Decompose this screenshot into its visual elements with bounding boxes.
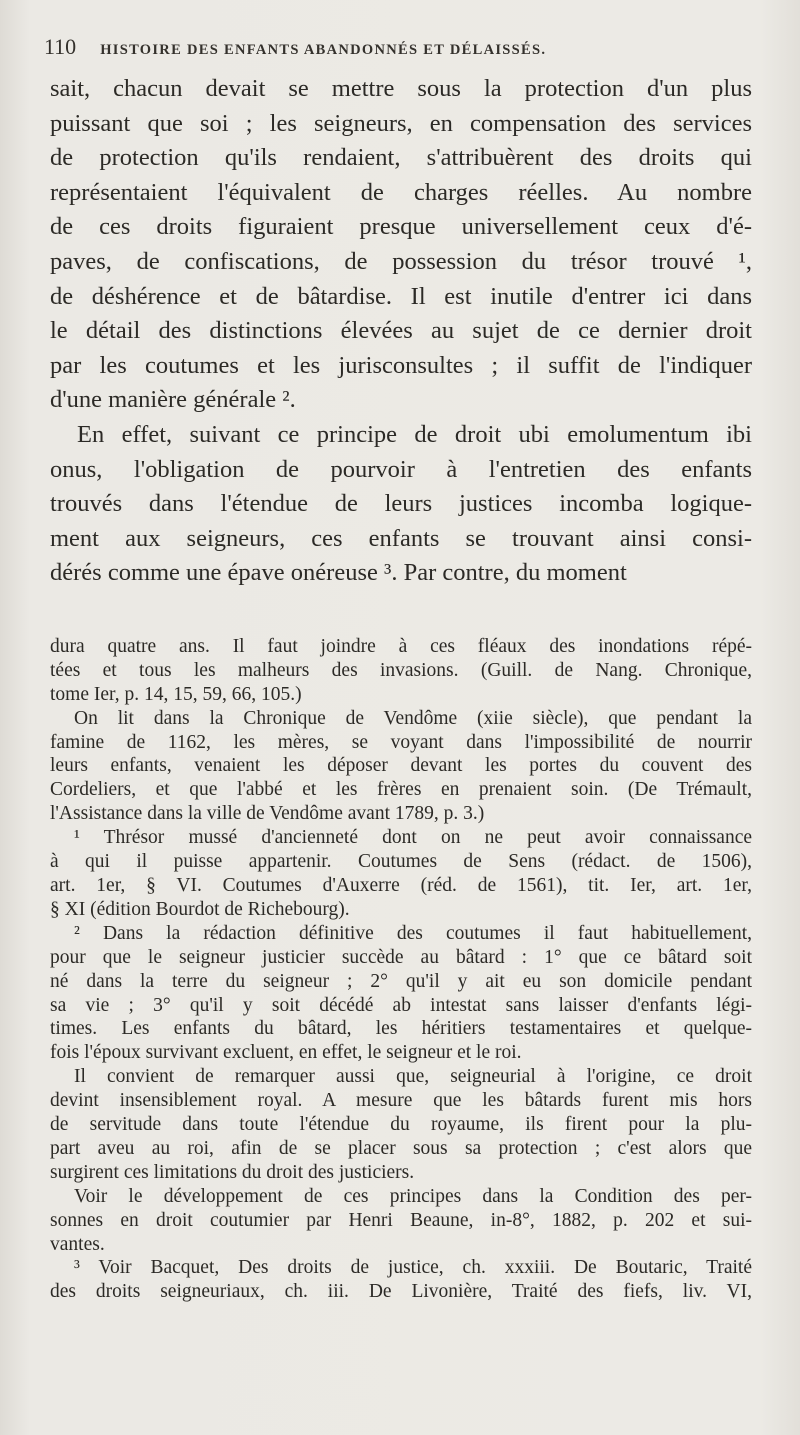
footnote-line: famine de 1162, les mères, se voyant dans l'impossibilité de nourrir <box>50 731 752 753</box>
footnote-line: sa vie ; 3° qu'il y soit décédé ab intestat sans laisser d'enfants légi- <box>50 994 752 1016</box>
body-line: par les coutumes et les jurisconsultes ; il suffit de l'indiquer <box>50 351 752 379</box>
footnotes <box>50 635 752 1304</box>
running-head <box>44 34 752 66</box>
footnote-line: § XI (édition Bourdot de Richebourg). <box>50 898 350 920</box>
body-line: dérés comme une épave onéreuse ³. Par contre, du moment <box>50 559 627 587</box>
footnote-line: Voir le développement de ces principes dans la Condition des per- <box>74 1185 752 1207</box>
body-line: de déshérence et de bâtardise. Il est inutile d'entrer ici dans <box>50 282 752 310</box>
footnote-line: pour que le seigneur justicier succède au bâtard : 1° que ce bâtard soit <box>50 946 752 968</box>
footnote-line: l'Assistance dans la ville de Vendôme avant 1789, p. 3.) <box>50 803 485 825</box>
footnote-line: fois l'époux survivant excluent, en effet, le seigneur et le roi. <box>50 1042 522 1064</box>
footnote-line: part aveu au roi, afin de se placer sous sa protection ; c'est alors que <box>50 1137 752 1159</box>
body-line: trouvés dans l'étendue de leurs justices incomba logique- <box>50 490 752 518</box>
running-title: HISTOIRE DES ENFANTS ABANDONNÉS ET DÉLAISSÉS. <box>100 42 547 58</box>
footnote-line: On lit dans la Chronique de Vendôme (xiie siècle), que pendant la <box>74 707 752 729</box>
footnote-line: leurs enfants, venaient les déposer devant les portes du couvent des <box>50 755 752 777</box>
footnote-line: à qui il puisse appartenir. Coutumes de Sens (rédact. de 1506), <box>50 851 752 873</box>
body-line: le détail des distinctions élevées au sujet de ce dernier droit <box>50 317 752 345</box>
footnote-line: devint insensiblement royal. A mesure que les bâtards furent mis hors <box>50 1090 752 1112</box>
footnote-line: art. 1er, § VI. Coutumes d'Auxerre (réd. de 1561), tit. Ier, art. 1er, <box>50 874 752 896</box>
footnote-line: tées et tous les malheurs des invasions. (Guill. de Nang. Chronique, <box>50 659 752 681</box>
body-line: puissant que soi ; les seigneurs, en compensation des services <box>50 109 752 137</box>
footnote-line: ³ Voir Bacquet, Des droits de justice, ch. xxxiii. De Boutaric, Traité <box>74 1257 752 1279</box>
footnote-line: de servitude dans toute l'étendue du royaume, ils firent pour la plu- <box>50 1114 752 1136</box>
footnote-line: vantes. <box>50 1233 105 1255</box>
body-line: onus, l'obligation de pourvoir à l'entretien des enfants <box>50 455 752 483</box>
footnote-line: dura quatre ans. Il faut joindre à ces fléaux des inondations répé- <box>50 635 752 657</box>
body-line: paves, de confiscations, de possession du trésor trouvé ¹, <box>50 247 752 275</box>
page-number: 110 <box>44 34 77 59</box>
body-line: ment aux seigneurs, ces enfants se trouvant ainsi consi- <box>50 524 752 552</box>
footnote-line: Cordeliers, et que l'abbé et les frères en prenaient soin. (De Trémault, <box>50 779 752 801</box>
body-line: sait, chacun devait se mettre sous la protection d'un plus <box>50 75 752 102</box>
body-line: d'une manière générale ². <box>50 386 296 414</box>
footnote-line: sonnes en droit coutumier par Henri Beaune, in-8°, 1882, p. 202 et sui- <box>50 1209 752 1231</box>
body-line: représentaient l'équivalent de charges réelles. Au nombre <box>50 178 752 206</box>
footnote-line: ² Dans la rédaction définitive des coutumes il faut habituellement, <box>74 922 752 944</box>
body-line: de protection qu'ils rendaient, s'attribuèrent des droits qui <box>50 144 752 172</box>
body-line: En effet, suivant ce principe de droit ubi emolumentum ibi <box>77 420 752 448</box>
main-text <box>50 72 752 591</box>
footnote-line: des droits seigneuriaux, ch. iii. De Livonière, Traité des fiefs, liv. VI, <box>50 1281 752 1303</box>
footnote-line: surgirent ces limitations du droit des justiciers. <box>50 1161 415 1183</box>
footnote-line: Il convient de remarquer aussi que, seigneurial à l'origine, ce droit <box>74 1066 752 1088</box>
footnote-line: tome Ier, p. 14, 15, 59, 66, 105.) <box>50 683 302 705</box>
footnote-line: né dans la terre du seigneur ; 2° qu'il y ait eu son domicile pendant <box>50 970 752 992</box>
footnote-line: ¹ Thrésor mussé d'ancienneté dont on ne peut avoir connaissance <box>74 827 752 849</box>
footnote-line: times. Les enfants du bâtard, les héritiers testamentaires et quelque- <box>50 1018 752 1040</box>
body-line: de ces droits figuraient presque universellement ceux d'é- <box>50 213 752 241</box>
